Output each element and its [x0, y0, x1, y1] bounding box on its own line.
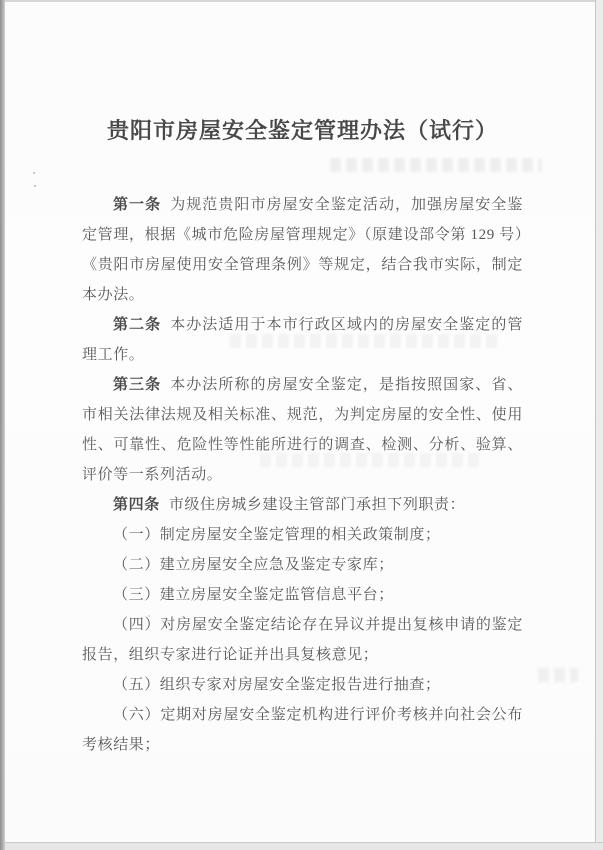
article-number: 第三条 — [113, 377, 162, 393]
document-page — [5, 2, 596, 843]
paragraph — [82, 310, 523, 370]
paragraph — [82, 370, 523, 490]
paragraph-text: （三）建立房屋安全鉴定监管信息平台； — [113, 587, 394, 603]
scan-speck — [34, 185, 36, 187]
paragraph-text: 市级住房城乡建设主管部门承担下列职责： — [168, 497, 466, 513]
paragraph-text: （六）定期对房屋安全鉴定机构进行评价考核并向社会公布考核结果； — [82, 707, 523, 753]
article-number: 第四条 — [113, 497, 160, 513]
paragraph-text: （四）对房屋安全鉴定结论存在异议并提出复核申请的鉴定报告，组织专家进行论证并出具复核意见； — [82, 617, 523, 663]
article-number: 第二条 — [113, 317, 162, 333]
paragraph — [82, 700, 523, 760]
scan-edge-top — [0, 0, 603, 2]
page-title: 贵阳市房屋安全鉴定管理办法（试行） — [106, 118, 498, 143]
paragraph — [82, 670, 523, 700]
document-body — [82, 190, 523, 760]
paragraph — [82, 190, 523, 310]
paragraph — [82, 520, 523, 550]
paragraph-text: （二）建立房屋安全应急及鉴定专家库； — [113, 557, 394, 573]
paragraph — [82, 490, 523, 520]
scan-speck — [33, 172, 35, 174]
scan-edge-bottom — [0, 842, 603, 850]
ink-bleed-artifact — [538, 668, 578, 682]
paragraph-text: 本办法适用于本市行政区域内的房屋安全鉴定的管理工作。 — [82, 317, 524, 363]
paragraph-text: （五）组织专家对房屋安全鉴定报告进行抽查； — [113, 677, 441, 693]
paragraph-text: 为规范贵阳市房屋安全鉴定活动，加强房屋安全鉴定管理，根据《城市危险房屋管理规定》（原建设部令第 129 号）《贵阳市房屋使用安全管理条例》等规定，结合我市实际，制定本办法。 — [82, 197, 524, 303]
paragraph — [82, 550, 523, 580]
article-number: 第一条 — [113, 197, 162, 213]
paragraph — [82, 580, 523, 610]
scan-edge-left — [0, 0, 5, 850]
paragraph-text: 本办法所称的房屋安全鉴定，是指按照国家、省、市相关法律法规及相关标准、规范，为判定房屋的安全性、使用性、可靠性、危险性等性能所进行的调查、检测、分析、验算、评价等一系列活动。 — [82, 377, 524, 483]
paragraph-text: （一）制定房屋安全鉴定管理的相关政策制度； — [113, 527, 441, 543]
paragraph — [82, 610, 523, 670]
ink-bleed-artifact — [330, 158, 542, 172]
scan-edge-right — [595, 0, 603, 850]
